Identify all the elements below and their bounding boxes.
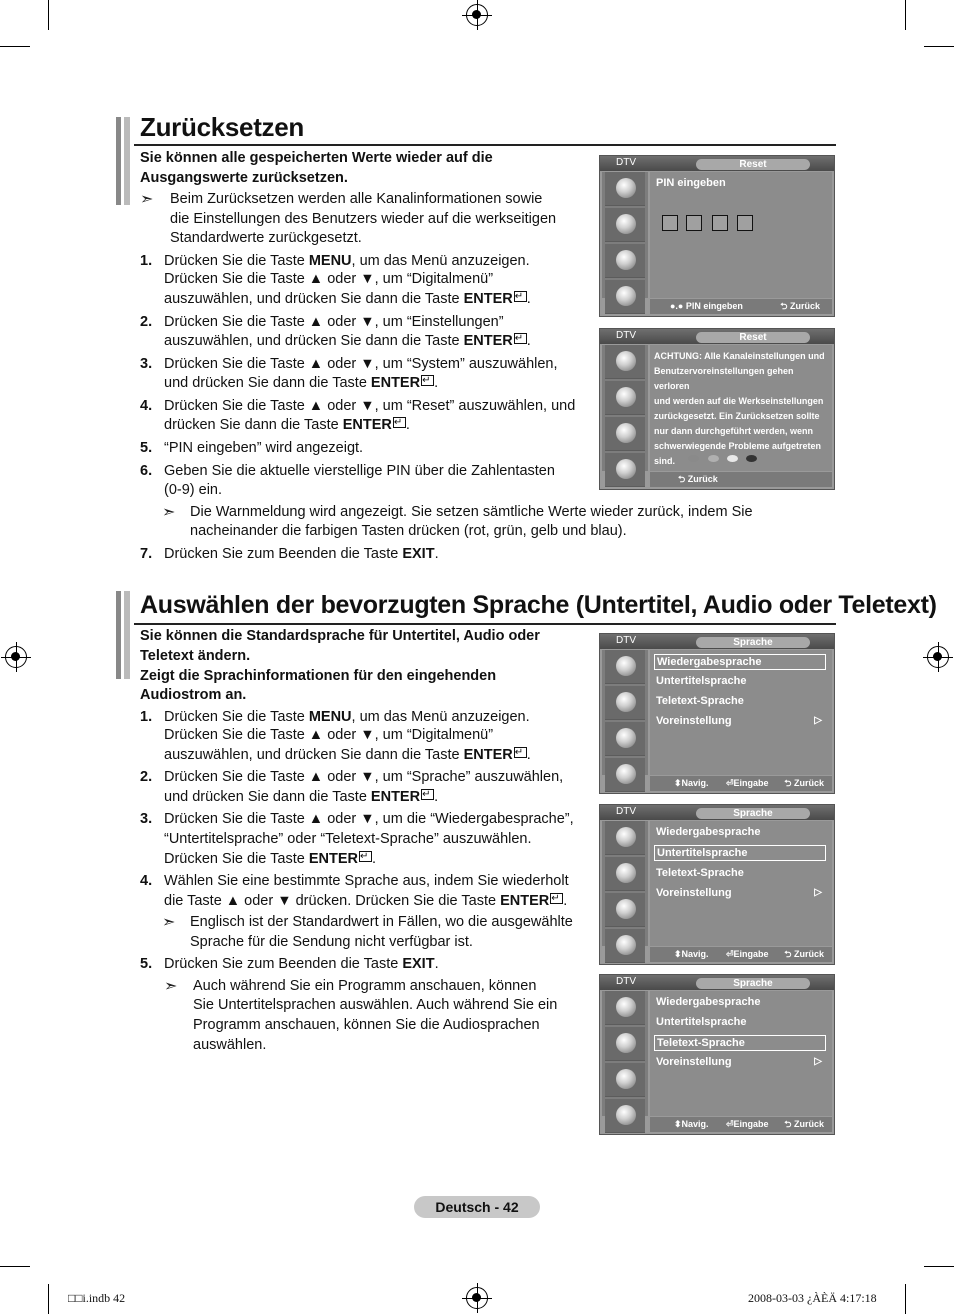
step-number: 5. [140, 956, 153, 972]
enter-icon [421, 789, 434, 800]
step-text: Drücken Sie die Taste ▲ oder ▼, um die “Wiedergabesprache”, [164, 811, 574, 827]
osd-title: Sprache [696, 808, 810, 819]
section-rule [134, 623, 836, 625]
step-text: Drücken Sie die Taste ▲ oder ▼, um “System” auszuwählen, [164, 356, 558, 372]
osd-menu-icon [605, 453, 645, 487]
osd-menu-item-voreinstellung[interactable]: Voreinstellung ▷ [656, 715, 822, 727]
osd-foot-eingabe: ⏎Eingabe [726, 1119, 769, 1129]
intro-text: Ausgangswerte zurücksetzen. [140, 170, 348, 186]
crop-mark [48, 0, 49, 30]
osd-menu-item-voreinstellung[interactable]: Voreinstellung ▷ [656, 1056, 822, 1068]
osd-foot-return: ⮌ Zurück [780, 301, 820, 311]
osd-menu-icon [605, 1099, 645, 1133]
osd-menu-icon [605, 929, 645, 963]
step-text: Drücken Sie zum Beenden die Taste EXIT. [164, 546, 439, 562]
osd-footer [650, 472, 832, 487]
osd-foot-navig: ⬍Navig. [674, 778, 709, 788]
osd-menu-item-wiedergabesprache[interactable]: Wiedergabesprache [654, 654, 826, 670]
page-number-badge: Deutsch - 42 [414, 1196, 540, 1218]
osd-content [650, 172, 832, 298]
step-text: Drücken Sie die Taste ▲ oder ▼, um “Reset” auszuwählen, und [164, 398, 576, 414]
osd-foot-eingabe: ⏎Eingabe [726, 778, 769, 788]
osd-menu-item-teletext-sprache[interactable]: Teletext-Sprache [656, 867, 744, 879]
step-number: 4. [140, 398, 153, 414]
intro-text: Sie können die Standardsprache für Untertitel, Audio oder [140, 628, 540, 644]
step-text: Drücken Sie die Taste ▲ oder ▼, um “Einstellungen” [164, 314, 504, 330]
step-number: 2. [140, 314, 153, 330]
section-bar [116, 117, 121, 205]
crop-mark [905, 0, 906, 30]
color-key-dot [688, 455, 699, 462]
step-text: Drücken Sie die Taste MENU, um das Menü anzuzeigen. [164, 253, 530, 269]
step-text: (0-9) ein. [164, 482, 223, 498]
osd-menu-icon [605, 172, 645, 206]
osd-footer [650, 776, 832, 791]
note-text: Auch während Sie ein Programm anschauen, können [193, 978, 537, 994]
osd-menu-icon [605, 722, 645, 756]
note-text: die Einstellungen des Benutzers wieder auf die werkseitigen [170, 211, 557, 227]
section-bar [124, 591, 130, 679]
osd-menu-icon [605, 208, 645, 242]
osd-menu-icon [605, 1063, 645, 1097]
osd-screen-reset-pin [599, 155, 835, 317]
step-number: 2. [140, 769, 153, 785]
return-icon: ⮌ [784, 1119, 792, 1129]
step-number: 3. [140, 811, 153, 827]
osd-menu-icon [605, 758, 645, 792]
step-text: auszuwählen, und drücken Sie dann die Taste ENTER↵ . [164, 746, 531, 766]
pin-digit-box[interactable] [712, 215, 728, 231]
osd-sidebar [602, 991, 648, 1116]
osd-menu-item-untertitelsprache[interactable]: Untertitelsprache [654, 845, 826, 861]
osd-pin-label: PIN eingeben [656, 177, 726, 189]
osd-foot-return: ⮌ Zurück [784, 778, 824, 788]
chevron-right-icon: ▷ [814, 1056, 822, 1067]
enter-icon [550, 893, 563, 904]
osd-content [650, 821, 832, 946]
updown-icon: ⬍ [674, 1119, 682, 1129]
osd-screen-reset-warning [599, 328, 835, 490]
return-icon: ⮌ [784, 778, 792, 788]
osd-menu-icon [605, 991, 645, 1025]
osd-menu-icon [605, 417, 645, 451]
crop-mark [0, 46, 30, 47]
note-text: Beim Zurücksetzen werden alle Kanalinformationen sowie [170, 191, 543, 207]
step-text: Drücken Sie die Taste ▲ oder ▼, um “Digitalmenü” [164, 727, 494, 743]
osd-menu-item-untertitelsprache[interactable]: Untertitelsprache [656, 675, 747, 687]
registration-mark-icon [466, 1287, 488, 1309]
updown-icon: ⬍ [674, 949, 682, 959]
section-bar [124, 117, 130, 205]
osd-content [650, 991, 832, 1116]
enter-icon [514, 747, 527, 758]
osd-foot-return: ⮌ Zurück [678, 474, 718, 484]
note-text: Sprache für die Sendung nicht verfügbar ist. [190, 934, 473, 950]
osd-menu-icon [605, 893, 645, 927]
step-text: drücken Sie dann die Taste ENTER↵ . [164, 416, 410, 436]
note-text: Englisch ist der Standardwert in Fällen, wo die ausgewählte [190, 914, 573, 930]
osd-foot-return: ⮌ Zurück [784, 949, 824, 959]
note-arrow-icon: ➣ [162, 914, 176, 931]
chevron-right-icon: ▷ [814, 715, 822, 726]
color-key-dot [727, 455, 738, 462]
enter-icon [393, 417, 406, 428]
osd-title: Reset [696, 332, 810, 343]
intro-text: Sie können alle gespeicherten Werte wieder auf die [140, 150, 493, 166]
step-number: 3. [140, 356, 153, 372]
crop-mark [48, 1284, 49, 1314]
osd-dtv-label: DTV [616, 635, 636, 646]
osd-title: Sprache [696, 978, 810, 989]
enter-icon: ⏎ [726, 778, 734, 788]
step-text: auszuwählen, und drücken Sie dann die Taste ENTER↵ . [164, 290, 531, 310]
osd-menu-icon [605, 381, 645, 415]
osd-foot-digits: ●.● PIN eingeben [670, 301, 743, 311]
osd-dtv-label: DTV [616, 976, 636, 987]
step-number: 6. [140, 463, 153, 479]
intro-text: Teletext ändern. [140, 648, 251, 664]
step-text: Drücken Sie die Taste MENU, um das Menü anzuzeigen. [164, 709, 530, 725]
step-number: 1. [140, 709, 153, 725]
color-key-dot [708, 455, 719, 462]
step-number: 7. [140, 546, 153, 562]
note-arrow-icon: ➣ [162, 504, 176, 521]
osd-menu-icon [605, 821, 645, 855]
registration-mark-icon [927, 646, 949, 668]
osd-menu-item-teletext-sprache[interactable]: Teletext-Sprache [656, 695, 744, 707]
osd-footer [650, 299, 832, 314]
section-bar [116, 591, 121, 679]
return-icon: ⮌ [784, 949, 792, 959]
step-text: Drücken Sie die Taste ▲ oder ▼, um “Sprache” auszuwählen, [164, 769, 564, 785]
intro-text: Zeigt die Sprachinformationen für den eingehenden [140, 668, 497, 684]
registration-mark-icon [466, 4, 488, 26]
osd-screen-sprache [599, 633, 835, 794]
osd-content [650, 650, 832, 775]
osd-content [650, 345, 832, 471]
digits-icon: ●.● [670, 301, 684, 311]
osd-foot-eingabe: ⏎Eingabe [726, 949, 769, 959]
note-text: auswählen. [193, 1037, 267, 1053]
step-text: Drücken Sie zum Beenden die Taste EXIT. [164, 956, 439, 972]
enter-icon: ⏎ [726, 949, 734, 959]
osd-foot-return: ⮌ Zurück [784, 1119, 824, 1129]
osd-screen-sprache [599, 974, 835, 1135]
osd-sidebar [602, 650, 648, 775]
osd-header [600, 329, 834, 344]
osd-menu-item-wiedergabesprache[interactable]: Wiedergabesprache [656, 826, 761, 838]
note-text: Programm anschauen, können Sie die Audiosprachen [193, 1017, 540, 1033]
osd-menu-icon [605, 1027, 645, 1061]
osd-menu-icon [605, 244, 645, 278]
osd-footer [650, 1117, 832, 1132]
note-arrow-icon: ➣ [164, 978, 178, 995]
step-text: “Untertitelsprache” oder “Teletext-Sprache” auszuwählen. [164, 831, 532, 847]
intro-text: Audiostrom an. [140, 687, 247, 703]
note-arrow-icon: ➣ [140, 191, 154, 208]
osd-menu-item-voreinstellung[interactable]: Voreinstellung ▷ [656, 887, 822, 899]
step-text: “PIN eingeben” wird angezeigt. [164, 440, 364, 456]
osd-header [600, 634, 834, 649]
step-text: die Taste ▲ oder ▼ drücken. Drücken Sie die Taste ENTER↵ . [164, 892, 567, 912]
enter-icon [359, 851, 372, 862]
note-text: Die Warnmeldung wird angezeigt. Sie setzen sämtliche Werte wieder zurück, indem Sie [190, 504, 753, 520]
osd-sidebar [602, 345, 648, 471]
enter-icon [514, 333, 527, 344]
step-text: und drücken Sie dann die Taste ENTER↵ . [164, 788, 438, 808]
osd-menu-icon [605, 345, 645, 379]
osd-header [600, 975, 834, 990]
registration-mark-icon [5, 646, 27, 668]
section-rule [134, 144, 836, 146]
section-title: Zurücksetzen [140, 112, 305, 142]
osd-dtv-label: DTV [616, 157, 636, 168]
pin-digit-box[interactable] [686, 215, 702, 231]
crop-mark [924, 46, 954, 47]
osd-menu-item-untertitelsprache[interactable]: Untertitelsprache [656, 1016, 747, 1028]
osd-menu-item-teletext-sprache[interactable]: Teletext-Sprache [654, 1035, 826, 1051]
step-number: 5. [140, 440, 153, 456]
step-number: 1. [140, 253, 153, 269]
osd-header [600, 805, 834, 820]
step-text: Drücken Sie die Taste ENTER↵ . [164, 850, 376, 870]
osd-sidebar [602, 172, 648, 298]
print-slug-left: □□i.indb 42 [68, 1291, 126, 1305]
return-icon: ⮌ [780, 301, 788, 311]
print-slug-right: 2008-03-03 ¿ÀÈÄ 4:17:18 [748, 1291, 877, 1305]
enter-icon [421, 375, 434, 386]
osd-foot-navig: ⬍Navig. [674, 949, 709, 959]
note-text: Standardwerte zurückgesetzt. [170, 230, 362, 246]
osd-title: Sprache [696, 637, 810, 648]
color-key-dot [746, 455, 757, 462]
osd-menu-icon [605, 650, 645, 684]
osd-menu-icon [605, 686, 645, 720]
step-text: und drücken Sie dann die Taste ENTER↵ . [164, 374, 438, 394]
chevron-right-icon: ▷ [814, 887, 822, 898]
crop-mark [905, 1284, 906, 1314]
osd-warning-text: ACHTUNG: Alle Kanaleinstellungen und Benutzervoreinstellungen gehen verloren und werden auf die Werkseinstellungen zurückgesetzt. Ein Zurücksetzen sollte nur dann durchgeführt werden, wenn schwerwiegende Probleme aufgetreten sind. [654, 351, 825, 466]
return-icon: ⮌ [678, 474, 686, 484]
pin-digit-box[interactable] [737, 215, 753, 231]
osd-footer [650, 947, 832, 962]
crop-mark [924, 1266, 954, 1267]
step-text: auszuwählen, und drücken Sie dann die Taste ENTER↵ . [164, 332, 531, 352]
enter-icon [514, 291, 527, 302]
osd-screen-sprache [599, 804, 835, 965]
osd-title: Reset [696, 159, 810, 170]
osd-menu-item-wiedergabesprache[interactable]: Wiedergabesprache [656, 996, 761, 1008]
section-title: Auswählen der bevorzugten Sprache (Untertitel, Audio oder Teletext) [140, 591, 937, 619]
osd-sidebar [602, 821, 648, 946]
step-text: Wählen Sie eine bestimmte Sprache aus, indem Sie wiederholt [164, 873, 569, 889]
step-text: Drücken Sie die Taste ▲ oder ▼, um “Digitalmenü” [164, 271, 494, 287]
step-number: 4. [140, 873, 153, 889]
step-text: Geben Sie die aktuelle vierstellige PIN über die Zahlentasten [164, 463, 555, 479]
osd-foot-navig: ⬍Navig. [674, 1119, 709, 1129]
enter-icon: ⏎ [726, 1119, 734, 1129]
osd-menu-icon [605, 857, 645, 891]
note-text: nacheinander die farbigen Tasten drücken (rot, grün, gelb und blau). [190, 523, 627, 539]
crop-mark [0, 1266, 30, 1267]
osd-header [600, 156, 834, 171]
pin-digit-box[interactable] [662, 215, 678, 231]
osd-dtv-label: DTV [616, 806, 636, 817]
osd-menu-icon [605, 280, 645, 314]
note-text: Sie Untertitelsprachen auswählen. Auch während Sie ein [193, 997, 558, 1013]
updown-icon: ⬍ [674, 778, 682, 788]
osd-dtv-label: DTV [616, 330, 636, 341]
